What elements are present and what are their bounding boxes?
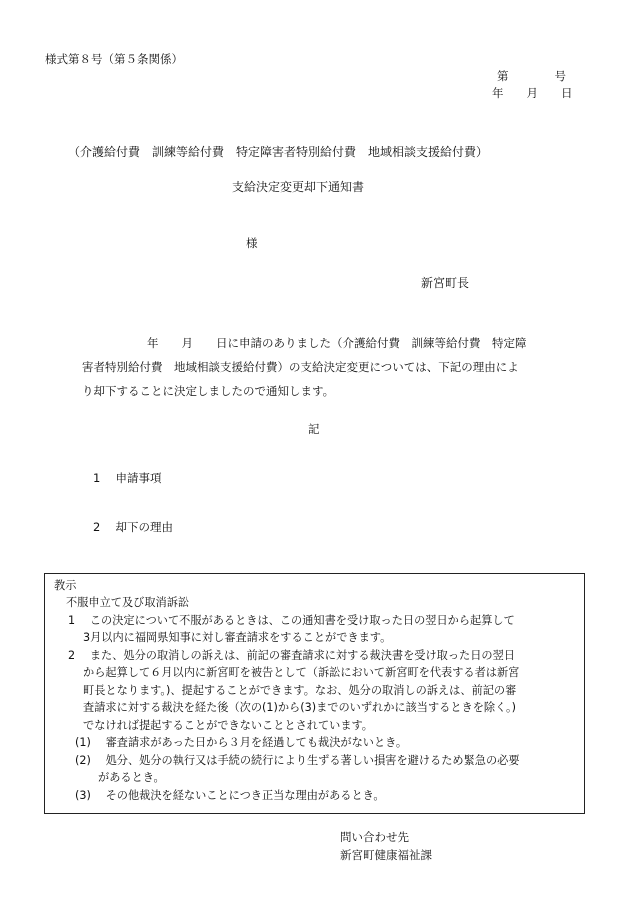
instruction-line: 2 また、処分の取消しの訴えは、前記の審査請求に対する裁決書を受け取った日の翌日 [68, 649, 515, 662]
instruction-line: (3) その他裁決を経ないことにつき正当な理由があるとき。 [75, 789, 385, 802]
instruction-line: から起算して６月以内に新宮町を被告として（訴訟において新宮町を代表する者は新宮 [83, 666, 520, 679]
document-date: 年 月 日 [492, 86, 573, 100]
issuer-name: 新宮町長 [421, 276, 470, 290]
item-application-matter: 1 申請事項 [93, 471, 162, 485]
item-rejection-reason: 2 却下の理由 [93, 520, 173, 534]
instruction-line: 不服申立て及び取消訴訟 [66, 596, 190, 609]
instruction-line: でなければ提起することができないこととされています。 [83, 719, 373, 732]
instruction-line: 3月以内に福岡県知事に対し審査請求をすることができます。 [83, 631, 392, 644]
form-label: 様式第８号（第５条関係） [45, 52, 183, 66]
document-subtitle: （介護給付費 訓練等給付費 特定障害者特別給付費 地域相談支援給付費） [68, 145, 489, 159]
instruction-line: (2) 処分、処分の執行又は手続の続行により生ずる著しい損害を避けるため緊急の必要 [75, 754, 520, 767]
contact-label: 問い合わせ先 [340, 830, 409, 844]
instruction-heading: 教示 [54, 579, 77, 592]
instruction-line: があるとき。 [98, 771, 165, 784]
instruction-box [44, 573, 585, 814]
instruction-line: 査請求に対する裁決を経た後（次の(1)から(3)までのいずれかに該当するときを除く。) [83, 701, 516, 714]
instruction-line: 町長となります。)、提起することができます。なお、処分の取消しの訴えは、前記の審 [83, 684, 517, 697]
document-number: 第 号 [497, 69, 566, 83]
instruction-line: (1) 審査請求があった日から３月を経過しても裁決がないとき。 [75, 736, 408, 749]
instruction-line: 1 この決定について不服があるときは、この通知書を受け取った日の翌日から起算して [68, 614, 515, 627]
body-text-line: り却下することに決定しましたので通知します。 [82, 384, 335, 398]
addressee-honorific: 様 [246, 236, 258, 250]
body-text-line: 害者特別給付費 地域相談支援給付費）の支給決定変更については、下記の理由によ [82, 360, 519, 374]
ki-heading: 記 [308, 422, 320, 436]
contact-department: 新宮町健康福祉課 [340, 848, 432, 862]
document-title: 支給決定変更却下通知書 [232, 180, 365, 194]
body-text-line: 年 月 日に申請のありました（介護給付費 訓練等給付費 特定障 [147, 336, 527, 350]
